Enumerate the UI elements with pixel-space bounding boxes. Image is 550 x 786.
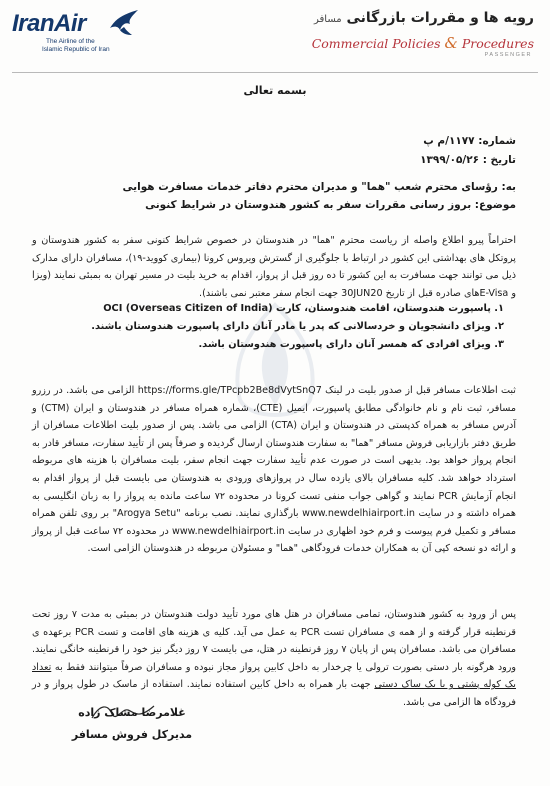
header-divider — [12, 72, 538, 73]
subject-line: موضوع: بروز رسانی مقررات سفر به کشور هندوستان در شرایط کنونی — [145, 199, 516, 211]
department-title-small: مسافر — [313, 14, 342, 25]
logo-tagline-1: The Airline of the — [46, 38, 95, 45]
reference-number: شماره: ۱۱۷۷/م پ — [423, 135, 516, 147]
arrival-text-before: پس از ورود به کشور هندوستان، تمامی مسافران در هتل های مورد تأیید دولت هندوستان در بمبئی به مدت ۷ روز تحت قرنطینه قرار گرفته و از همه ی مسافران تست PCR به عمل می آید. کلیه ی هزینه های اقامت و تست PCR برعهده ی مسافران می باشد. مسافران پس از پایان ۷ روز قرنطینه در هتل، می بایست ۷ روز دیگر نیز خود را قرنطینه خانگی نمایند. ورود هرگونه بار دستی بصورت ترولی یا چرخدار به داخل کابین پرواز مجاز نبوده و مسافران صرفاً میتوانند فقط به — [32, 609, 517, 673]
list-item: ۳. ویزای افرادی که همسر آنان دارای پاسپورت هندوستان باشد. — [198, 339, 504, 350]
iranair-logo — [12, 8, 142, 54]
list-item: ۲. ویزای دانشجویان و خردسالانی که پدر یا مادر آنان دارای پاسپورت هندوستان باشند. — [91, 321, 504, 332]
department-title-en-part2: Procedures — [461, 36, 534, 51]
intro-paragraph: احتراماً پیرو اطلاع واصله از ریاست محترم "هما" در هندوستان در خصوص شرایط کنونی سفر به کشور هندوستان و پروتکل های بهداشتی این کشور در ارتباط با جلوگیری از گسترش ویروس کرونا (بیماری کووید-۱۹)، مسافران دارای مدارک ذیل می توانند جهت مسافرت به این کشور تا ده روز قبل از پرواز، اقدام به خرید بلیت در مسیر تهران به بمبئی نمایند (ویزا و E-Visaهای صادره قبل از تاریخ 30JUN20 جهت انجام سفر معتبر نمی باشند). — [32, 235, 516, 299]
registration-paragraph: ثبت اطلاعات مسافر قبل از صدور بلیت در لینک https://forms.gle/TPcpb2Be8dVytSnQ7 الزامی می باشد. در رزرو مسافر، ثبت نام و نام خانوادگی مطابق پاسپورت، ایمیل (CTE)، شماره همراه مسافر در هندوستان و ایران (CTM) و آدرس مسافر به همراه کدپستی در هندوستان و ایران (CTA) الزامی می باشد. پس از صدور بلیت اطلاعات مسافران از طریق دفتر بازاریابی فروش مسافر "هما" به سفارت هندوستان ارسال گردیده و صرفاً پس از تأیید سفارت، مسافر قادر به انجام پرواز خواهد بود. بدیهی است در صورت عدم تأیید سفارت جهت انجام سفر، بلیت مسافران با هزینه های مربوطه استرداد خواهد شد. کلیه مسافران بالای یازده سال در پروازهای ورودی به هندوستان می بایست قبل از پرواز اقدام به انجام آزمایش PCR نمایند و گواهی جواب منفی تست کرونا در محدوده ۷۲ ساعت مانده به پرواز را به زبان انگلیسی به همراه داشته و در سایت www.newdelhiairport.in بارگذاری نمایند. نصب برنامه "Arogya Setu" بر روی تلفن همراه مسافر و تکمیل فرم پیوست و فرم خود اظهاری در سایت www.newdelhiairport.in در محدوده ۷۲ ساعت قبل از پرواز و ارائه دو نسخه کپی آن به همکاران خدمات فرودگاهی "هما" و مسئولان مربوطه در هندوستان الزامی است. — [32, 385, 517, 555]
addressee-block — [36, 178, 516, 214]
list-item: ۱. پاسپورت هندوستان، اقامت هندوستان، کارت (OCI (Overseas Citizen of India — [103, 303, 504, 314]
department-subtitle-en: PASSENGER — [484, 52, 532, 58]
logo-tagline-2: Islamic Republic of Iran — [42, 46, 110, 53]
department-header — [311, 10, 534, 70]
signer-name: غلامرضا مشاک زاده — [78, 706, 186, 719]
eligible-documents-list — [64, 300, 504, 354]
arrival-paragraph — [32, 606, 516, 712]
recipient-line: به: رؤسای محترم شعب "هما" و مدیران محترم دفاتر خدمات مسافرت هوایی — [122, 181, 516, 193]
department-title-en-part1: Commercial Policies — [311, 36, 441, 51]
signature-block — [62, 702, 202, 746]
homa-bird-icon — [108, 8, 142, 38]
department-title-main: رویه ها و مقررات بازرگانی — [346, 10, 534, 26]
department-title-fa — [314, 10, 534, 26]
department-title-en-amp: & — [444, 34, 458, 52]
bismillah-heading: بسمه تعالی — [243, 84, 307, 97]
signer-title: مدیرکل فروش مسافر — [71, 728, 193, 741]
arrival-text-underlined: تعداد یک کوله پشتی و یا یک ساک دستی — [32, 661, 516, 691]
logo-wordmark: IranAir — [12, 10, 86, 37]
reference-date: تاریخ : ۱۳۹۹/۰۵/۲۶ — [420, 154, 516, 166]
department-title-en — [312, 34, 534, 52]
arrival-text-after: جهت بار همراه به داخل کابین استفاده نمایند. استفاده از ماسک در طول پرواز و در فرودگاه ها الزامی می باشد. — [32, 679, 516, 708]
reference-block — [316, 132, 516, 170]
